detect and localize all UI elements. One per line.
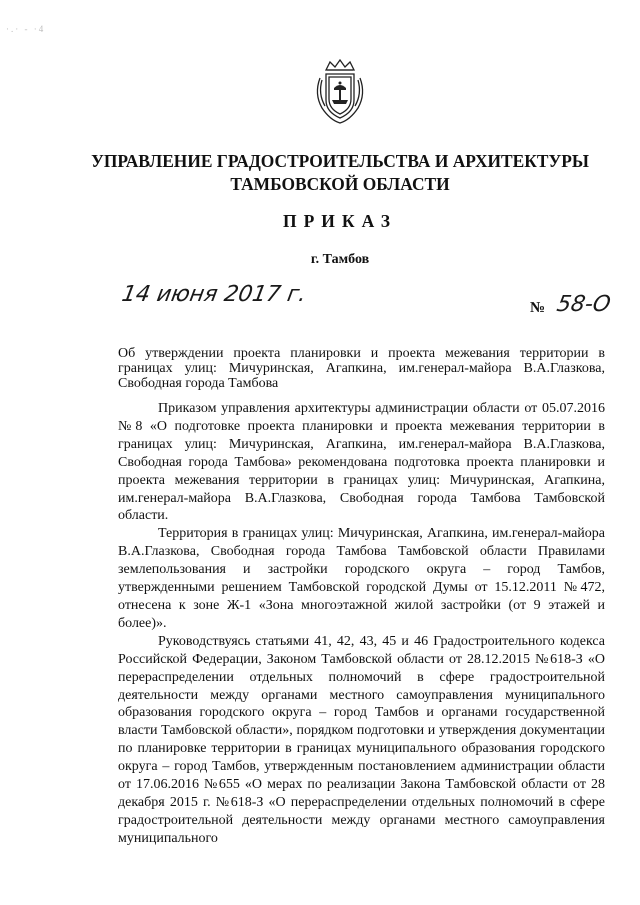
organization-title — [60, 150, 620, 196]
city: г. Тамбов — [310, 252, 370, 267]
body-paragraph: Руководствуясь статьями 41, 42, 43, 45 и 46 Градостроительного кодекса Российской Федерации, Законом Тамбовской области от 28.12.2015 №618-З «О перераспределении отдельных полномочий в сфере градостроительной деятельности между органами местного самоуправления муниципального образования городского округа – город Тамбов и органами государственной власти Тамбовской области», порядком подготовки и утверждения документации по планировке территории в границах муниципального образования городского округа – город Тамбов, утвержденным постановлением администрации области от 17.06.2016 №655 «О мерах по реализации Закона Тамбовской области от 28 декабря 2015 г. №618-З «О перераспределении отдельных полномочий в сфере градостроительной деятельности между органами местного самоуправления муниципального — [118, 633, 605, 846]
organization-line-2: ТАМБОВСКОЙ ОБЛАСТИ — [230, 174, 450, 194]
scan-artifact: ·.· - ·4 — [6, 24, 46, 34]
order-body — [118, 400, 605, 848]
coat-of-arms-icon — [312, 56, 368, 126]
order-subject: Об утверждении проекта планировки и проекта межевания территории в границах улиц: Мичуринская, Агапкина, им.генерал-майора В.А.Глазкова, Свободная города Тамбова — [118, 346, 605, 391]
handwritten-order-number: 58-О — [554, 292, 613, 317]
body-paragraph: Приказом управления архитектуры администрации области от 05.07.2016 №8 «О подготовке проекта планировки и проекта межевания территории в границах улиц: Мичуринская, Агапкина, им.генерал-майора В.А.Глазкова, Свободная города Тамбова» рекомендована подготовка проекта планировки и проекта межевания территории в границах улиц: Мичуринская, Агапкина, им.генерал-майора В.А.Глазкова, Свободная города Тамбова Тамбовской области. — [118, 401, 605, 524]
document-type: ПРИКАЗ — [282, 211, 398, 231]
body-paragraph: Территория в границах улиц: Мичуринская, Агапкина, им.генерал-майора В.А.Глазкова, Свободная города Тамбова Тамбовской области Правилами землепользования и застройки городского округа – город Тамбов, утвержденными решением Тамбовской городской Думы от 15.12.2011 №472, отнесена к зоне Ж-1 «Зона многоэтажной жилой застройки (от 9 этажей и более)». — [118, 526, 605, 631]
order-number-label: № — [530, 300, 546, 316]
organization-line-1: УПРАВЛЕНИЕ ГРАДОСТРОИТЕЛЬСТВА И АРХИТЕКТУРЫ — [91, 151, 589, 171]
handwritten-date: 14 июня 2017 г. — [119, 282, 309, 307]
